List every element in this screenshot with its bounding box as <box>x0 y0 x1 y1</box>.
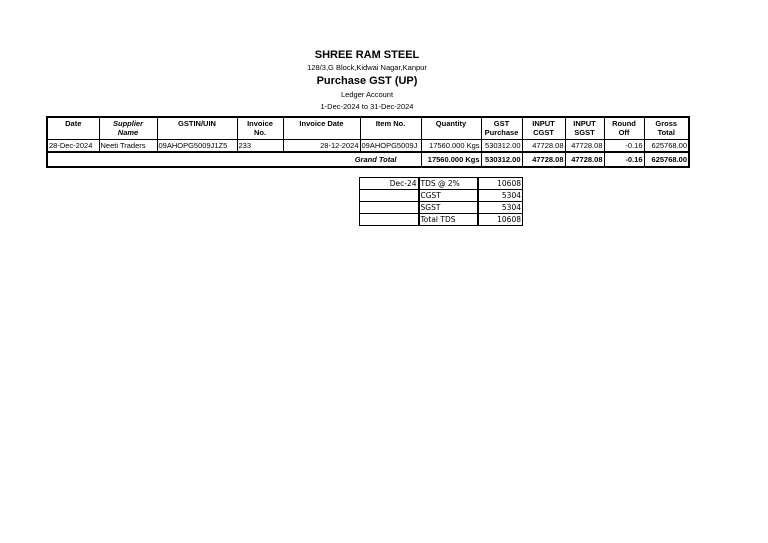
total-gst-purchase: 530312.00 <box>481 152 522 167</box>
grand-total-row <box>47 152 689 167</box>
cell-input-sgst: 47728.08 <box>565 140 604 153</box>
tds-label: CGST <box>419 190 478 202</box>
tds-amount: 5304 <box>478 202 523 214</box>
purchase-ledger-table <box>46 116 690 168</box>
cell-supplier: Neeti Traders <box>99 140 157 153</box>
col-header-supplier: Supplier Name <box>99 117 157 140</box>
total-input-cgst: 47728.08 <box>522 152 565 167</box>
tds-row <box>360 178 523 190</box>
cell-gst-purchase: 530312.00 <box>481 140 522 153</box>
cell-gstin: 09AHOPG5009J1Z5 <box>157 140 237 153</box>
cell-input-cgst: 47728.08 <box>522 140 565 153</box>
grand-total-label: Grand Total <box>47 152 421 167</box>
col-header-gst-purchase: GST Purchase <box>481 117 522 140</box>
cell-item-no: 09AHOPG5009J <box>360 140 421 153</box>
tds-amount: 10608 <box>478 178 523 190</box>
total-gross-total: 625768.00 <box>644 152 689 167</box>
company-address: 128/3,G Block,Kidwai Nagar,Kanpur <box>307 63 427 72</box>
cell-quantity: 17560.000 Kgs <box>421 140 481 153</box>
col-header-invoice-no: Invoice No. <box>237 117 283 140</box>
col-header-input-sgst: INPUT SGST <box>565 117 604 140</box>
total-round-off: -0.16 <box>604 152 644 167</box>
report-title: Purchase GST (UP) <box>316 75 418 87</box>
col-header-input-cgst: INPUT CGST <box>522 117 565 140</box>
tds-label: TDS @ 2% <box>419 178 478 190</box>
cell-invoice-date: 28-12-2024 <box>283 140 360 153</box>
total-quantity: 17560.000 Kgs <box>421 152 481 167</box>
tds-label: SGST <box>419 202 478 214</box>
tds-period <box>360 190 419 202</box>
report-subtitle: Ledger Account <box>340 90 394 99</box>
cell-gross-total: 625768.00 <box>644 140 689 153</box>
col-header-quantity: Quantity <box>421 117 481 140</box>
report-period: 1-Dec-2024 to 31-Dec-2024 <box>320 102 414 111</box>
col-header-round-off: Round Off <box>604 117 644 140</box>
col-header-item-no: Item No. <box>360 117 421 140</box>
tds-amount: 5304 <box>478 190 523 202</box>
cell-round-off: -0.16 <box>604 140 644 153</box>
tds-period: Dec-24 <box>360 178 419 190</box>
col-header-gstin: GSTIN/UIN <box>157 117 237 140</box>
tds-row <box>360 214 523 226</box>
company-name: SHREE RAM STEEL <box>314 49 420 61</box>
col-header-date: Date <box>47 117 99 140</box>
tds-row <box>360 202 523 214</box>
table-header-row <box>47 117 689 140</box>
total-input-sgst: 47728.08 <box>565 152 604 167</box>
tds-period <box>360 214 419 226</box>
table-row <box>47 140 689 153</box>
col-header-invoice-date: Invoice Date <box>283 117 360 140</box>
col-header-gross-total: Gross Total <box>644 117 689 140</box>
tds-row <box>360 190 523 202</box>
cell-invoice-no: 233 <box>237 140 283 153</box>
tds-summary-table <box>359 177 523 226</box>
tds-amount: 10608 <box>478 214 523 226</box>
cell-date: 28-Dec-2024 <box>47 140 99 153</box>
tds-label: Total TDS <box>419 214 478 226</box>
tds-period <box>360 202 419 214</box>
